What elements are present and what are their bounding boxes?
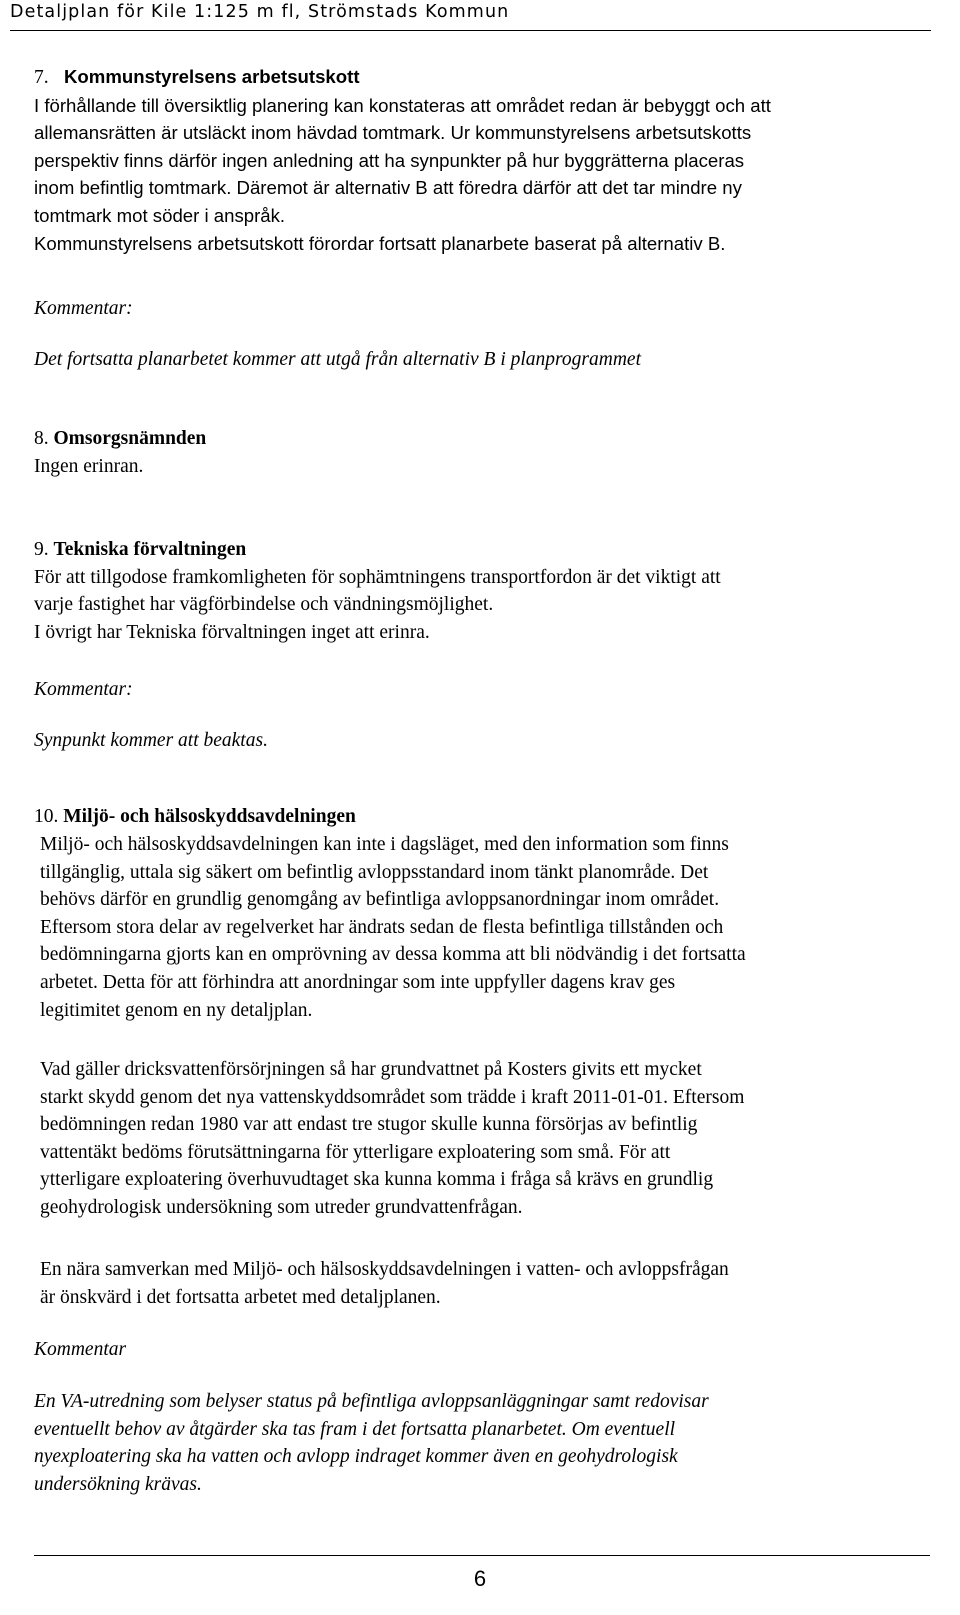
comment-text	[34, 1388, 709, 1498]
comment-label: Kommentar:	[34, 679, 133, 700]
paragraph-line: perspektiv finns därför ingen anledning att ha synpunkter på hur byggrätterna placeras	[34, 149, 745, 171]
paragraph-line: tomtmark mot söder i anspråk.	[34, 204, 286, 226]
section-title: Tekniska förvaltningen	[53, 539, 247, 560]
comment-label: Kommentar:	[34, 298, 133, 319]
paragraph-line: allemansrätten är utsläckt inom hävdad tomtmark. Ur kommunstyrelsens arbetsutskotts	[34, 122, 752, 144]
paragraph-line: behövs därför en grundlig genomgång av befintliga avloppsanordningar inom området.	[40, 889, 720, 911]
paragraph-line: För att tillgodose framkomligheten för sophämtningens transportfordon är det viktigt att	[34, 566, 721, 588]
paragraph-line: I förhållande till översiktlig planering kan konstateras att området redan är bebyggt och att	[34, 94, 771, 116]
section-heading	[34, 803, 356, 831]
document-title: Detaljplan för Kile 1:125 m fl, Strömstads Kommun	[10, 2, 510, 22]
paragraph-line: inom befintlig tomtmark. Däremot är alternativ B att föredra därför att det tar mindre ny	[34, 177, 742, 199]
section-number: 9.	[34, 539, 49, 560]
footer-divider	[34, 1555, 930, 1556]
paragraph-line: Eftersom stora delar av regelverket har ändrats sedan de flesta befintliga tillstånden och	[40, 916, 724, 938]
page-header	[10, 0, 931, 31]
section-number: 8.	[34, 428, 49, 449]
comment-text: Det fortsatta planarbetet kommer att utgå från alternativ B i planprogrammet	[34, 349, 641, 370]
comment-line: undersökning krävas.	[34, 1473, 202, 1495]
paragraph	[40, 1056, 744, 1222]
section-heading	[34, 536, 721, 564]
paragraph-line: geohydrologisk undersökning som utreder grundvattenfrågan.	[40, 1196, 523, 1218]
section-heading	[34, 63, 771, 92]
paragraph-line: varje fastighet har vägförbindelse och vändningsmöjlighet.	[34, 594, 494, 616]
paragraph-line: tillgänglig, uttala sig säkert om befintlig avloppsstandard inom tänkt planområde. Det	[40, 861, 709, 883]
section-title: Kommunstyrelsens arbetsutskott	[64, 66, 360, 87]
comment-line: eventuellt behov av åtgärder ska tas fram i det fortsatta planarbetet. Om eventuell	[34, 1418, 676, 1440]
paragraph	[40, 1256, 729, 1311]
paragraph-line: Vad gäller dricksvattenförsörjningen så har grundvattnet på Kosters givits ett mycket	[40, 1059, 702, 1080]
paragraph-line: är önskvärd i det fortsatta arbetet med detaljplanen.	[40, 1286, 441, 1308]
comment-label: Kommentar	[34, 1339, 127, 1360]
paragraph-line: bedömningarna gjorts kan en omprövning av dessa komma att bli nödvändig i det fortsatta	[40, 944, 746, 966]
section-10	[34, 803, 356, 831]
section-9	[34, 536, 721, 646]
section-heading	[34, 425, 206, 453]
section-8	[34, 425, 206, 480]
paragraph-line: bedömningen redan 1980 var att endast tre stugor skulle kunna försörjas av befintlig	[40, 1114, 698, 1136]
section-number: 7.	[34, 67, 49, 88]
paragraph-line: ytterligare exploatering överhuvudtaget ska kunna komma i fråga så krävs en grundlig	[40, 1169, 714, 1191]
section-title: Miljö- och hälsoskyddsavdelningen	[63, 806, 356, 827]
paragraph-line: legitimitet genom en ny detaljplan.	[40, 999, 313, 1021]
paragraph-line: starkt skydd genom det nya vattenskyddsområdet som trädde i kraft 2011-01-01. Eftersom	[40, 1086, 745, 1108]
comment-text: Synpunkt kommer att beaktas.	[34, 730, 268, 751]
paragraph-line: Miljö- och hälsoskyddsavdelningen kan inte i dagsläget, med den information som finns	[40, 834, 729, 855]
paragraph-line: I övrigt har Tekniska förvaltningen inget att erinra.	[34, 621, 430, 643]
paragraph-line: arbetet. Detta för att förhindra att anordningar som inte uppfyller dagens krav ges	[40, 971, 676, 993]
paragraph-line: vattentäkt bedöms förutsättningarna för ytterligare exploatering som små. För att	[40, 1141, 671, 1163]
paragraph-line: Ingen erinran.	[34, 455, 144, 477]
paragraph	[40, 831, 746, 1024]
paragraph-line: En nära samverkan med Miljö- och hälsoskyddsavdelningen i vatten- och avloppsfrågan	[40, 1259, 729, 1280]
section-title: Omsorgsnämnden	[53, 428, 207, 449]
page-number: 6	[473, 1566, 487, 1591]
paragraph-line: Kommunstyrelsens arbetsutskott förordar fortsatt planarbete baserat på alternativ B.	[34, 232, 726, 254]
section-7	[34, 63, 771, 257]
comment-line: En VA-utredning som belyser status på befintliga avloppsanläggningar samt redovisar	[34, 1391, 709, 1412]
comment-line: nyexploatering ska ha vatten och avlopp indraget kommer även en geohydrologisk	[34, 1446, 678, 1468]
section-number: 10.	[34, 806, 59, 827]
